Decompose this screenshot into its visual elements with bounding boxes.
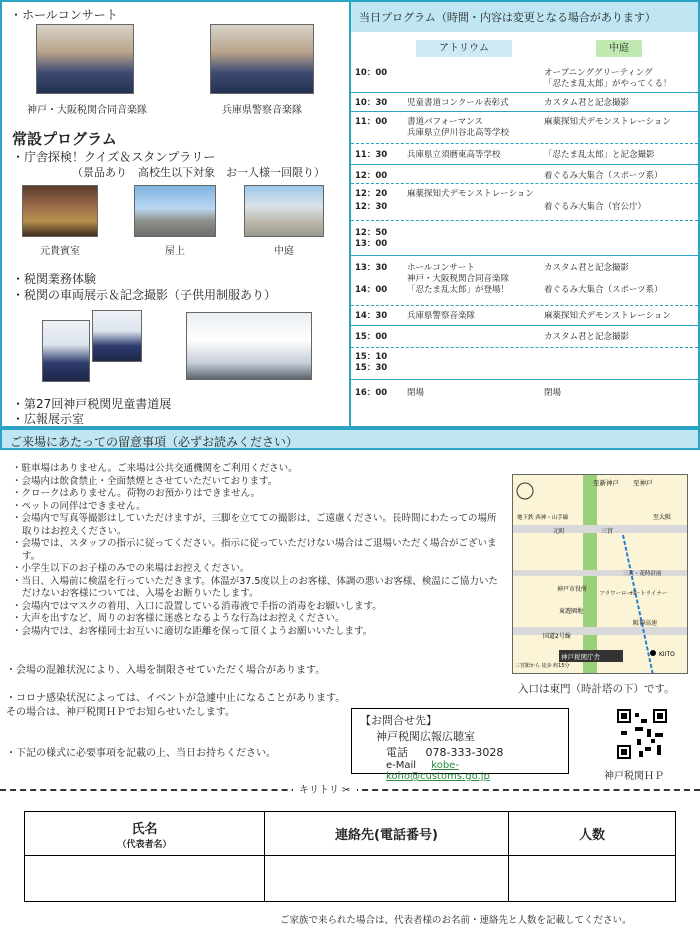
schedule-court: カスタム君と記念撮影 xyxy=(544,332,630,342)
tel-label: 電話 xyxy=(386,746,408,759)
schedule-time: 12：30 xyxy=(355,202,388,212)
contact-org: 神戸税関広報広聴室 xyxy=(376,730,475,743)
notice-title: ご来場にあたっての留意事項（必ずお読みください） xyxy=(0,428,700,450)
band-photo-hyogo-police xyxy=(210,24,314,94)
schedule-atrium: 神戸・大阪税関合同音楽隊 xyxy=(407,274,510,284)
form-footnote: ご家族で来られた場合は、代表者様のお名前・連絡先と人数を記載してください。 xyxy=(280,915,632,926)
notice-item: ・会場内で写真等撮影はしていただけますが、三脚を立てての撮影は、ご遠慮ください。長時間にわたっての場所取りはお控えください。 xyxy=(12,513,497,537)
map-label: 至神戸 xyxy=(633,479,653,487)
schedule-court: 麻薬探知犬デモンストレーション xyxy=(544,311,671,321)
schedule-court: カスタム君と記念撮影 xyxy=(544,263,630,273)
notice-item: ・会場では、スタッフの指示に従ってください。指示に従っていただけない場合はご退場いただく場合がございます。 xyxy=(12,538,497,562)
registration-form xyxy=(24,811,676,902)
concert-caption-1: 神戸・大阪税関合同音楽隊 xyxy=(27,105,147,116)
schedule-divider xyxy=(351,92,698,93)
access-map xyxy=(512,474,688,674)
map-label: 阪神高速 xyxy=(633,620,658,627)
schedule-atrium: 閉場 xyxy=(407,388,425,398)
tour-caption-2: 屋上 xyxy=(165,246,185,257)
schedule-divider xyxy=(351,183,698,184)
name-header: 氏名 （代表者名） xyxy=(25,812,265,856)
map-graphic xyxy=(513,475,688,674)
photo-customs-car xyxy=(186,312,312,380)
schedule-atrium: 兵庫県警察音楽隊 xyxy=(407,311,476,321)
schedule-court: 着ぐるみ大集合（スポーツ系） xyxy=(544,285,663,295)
notice-item: ・会場内は飲食禁止・全面禁煙とさせていただいております。 xyxy=(12,475,278,487)
section-heading: 常設プログラム xyxy=(12,130,117,148)
map-label: 至新神戸 xyxy=(593,479,619,487)
notice-item: ・当日、入場前に検温を行っていただきます。体温が37.5度以上のお客様、体調の悪いお客様、検温にご協力いただけないお客様については、入場をお断りいたします。 xyxy=(12,575,498,599)
program-panel xyxy=(349,0,700,428)
notice-congestion: ・会場の混雑状況により、入場を制限させていただく場合があります。 xyxy=(6,665,326,676)
schedule-court: 「忍たま乱太郎」と記念撮影 xyxy=(544,150,655,160)
map-label: 東遊園地 xyxy=(559,608,584,615)
map-label: 神戸市役所 xyxy=(557,586,588,593)
mail-link[interactable]: kobe-koho@customs.go.jp xyxy=(386,760,490,782)
contact-box xyxy=(351,708,569,782)
notice-cancel: ・コロナ感染状況によっては、イベントが急遽中止になることがあります。 xyxy=(6,693,346,704)
atrium-tag: アトリウム xyxy=(416,40,512,57)
photo-courtyard xyxy=(244,185,324,237)
map-label: KIITO xyxy=(659,651,675,658)
bullet-vehicle: ・税関の車両展示＆記念撮影（子供用制服あり） xyxy=(12,288,277,302)
schedule-atrium: 書道パフォーマンス xyxy=(407,117,483,127)
schedule-divider xyxy=(351,347,698,348)
schedule-atrium: 麻薬探知犬デモンストレーション xyxy=(407,189,534,199)
notice-cancel-info: その場合は、神戸税関ＨＰでお知らせいたします。 xyxy=(6,707,235,718)
notice-form: ・下記の様式に必要事項を記載の上、当日お持ちください。 xyxy=(6,748,276,759)
bullet-exhibition: ・広報展示室 xyxy=(12,412,85,426)
count-cell[interactable] xyxy=(509,856,676,902)
notice-list xyxy=(12,463,502,638)
schedule-time: 11：00 xyxy=(355,117,388,127)
map-label: 地下鉄 西神・山手線 xyxy=(517,515,569,521)
tour-title: ・庁舎探検！クイズ＆スタンプラリー xyxy=(12,150,216,164)
events-panel xyxy=(0,0,349,428)
tour-subtitle: （景品あり 高校生以下対象 お一人様一回限り） xyxy=(72,166,325,179)
schedule-court: 麻薬探知犬デモンストレーション xyxy=(544,117,671,127)
notice-item: ・会場内では、お客様同士お互いに適切な距離を保って頂くようお願いいたします。 xyxy=(12,625,373,637)
map-label: 神戸税関庁舎 xyxy=(561,653,600,661)
schedule-court: オープニンググリーティング xyxy=(544,68,653,78)
tel-number: 078-333-3028 xyxy=(425,746,504,759)
schedule-time: 12：00 xyxy=(355,171,388,181)
schedule-time: 15：30 xyxy=(355,363,388,373)
map-label: 三宮駅から 徒歩 約15分 xyxy=(515,663,570,669)
schedule-time: 13：30 xyxy=(355,263,388,273)
courtyard-tag: 中庭 xyxy=(596,40,642,57)
schedule-time: 15：00 xyxy=(355,332,388,342)
bullet-experience: ・税関業務体験 xyxy=(12,272,97,286)
map-label: ポートライナー xyxy=(629,591,668,597)
qr-code[interactable] xyxy=(617,709,667,759)
schedule-time: 15：10 xyxy=(355,352,388,362)
schedule-time: 13：00 xyxy=(355,239,388,249)
map-label: フラワーロード xyxy=(599,591,638,597)
schedule-divider xyxy=(351,305,698,306)
tour-caption-3: 中庭 xyxy=(274,246,294,257)
schedule-time: 12：20 xyxy=(355,189,388,199)
notice-item: ・大声を出すなど、周りのお客様に迷惑となるような行為はお控えください。 xyxy=(12,613,345,624)
photo-staff-2 xyxy=(92,310,142,362)
schedule-divider xyxy=(351,143,698,144)
schedule-time: 10：00 xyxy=(355,68,388,78)
schedule-court: 着ぐるみ大集合（官公庁） xyxy=(544,202,647,212)
contact-header: 連絡先(電話番号) xyxy=(265,812,509,856)
photo-guest-room xyxy=(22,185,98,237)
cut-label: キリトリ ✂ xyxy=(293,781,357,796)
schedule-time: 16：00 xyxy=(355,388,388,398)
map-label: 三宮 xyxy=(601,528,614,535)
notice-item: ・会場内ではマスクの着用、入口に設置している消毒液で手指の消毒をお願いします。 xyxy=(12,600,382,612)
notice-item: ・小学生以下のお子様のみでの来場はお控えください。 xyxy=(12,563,250,574)
concert-caption-2: 兵庫県警察音楽隊 xyxy=(222,105,302,116)
map-label: 至大阪 xyxy=(653,514,672,521)
schedule-divider xyxy=(351,111,698,112)
notice-item: ・駐車場はありません。ご来場は公共交通機関をご利用ください。 xyxy=(12,463,298,474)
map-caption: 入口は東門（時計塔の下）です。 xyxy=(518,683,675,695)
schedule-divider xyxy=(351,255,698,256)
schedule-time: 14：00 xyxy=(355,285,388,295)
schedule-atrium: 兵庫県立伊川谷北高等学校 xyxy=(407,128,510,138)
program-title: 当日プログラム（時間・内容は変更となる場合があります） xyxy=(351,2,698,32)
phone-cell[interactable] xyxy=(265,856,509,902)
count-header: 人数 xyxy=(509,812,676,856)
photo-staff-1 xyxy=(42,320,90,382)
contact-title: 【お問合せ先】 xyxy=(360,714,437,727)
map-label: 国道2号線 xyxy=(543,633,571,640)
map-label: 元町 xyxy=(553,528,566,535)
photo-rooftop xyxy=(134,185,216,237)
schedule-divider xyxy=(351,379,698,380)
schedule-divider xyxy=(351,325,698,326)
schedule-atrium: 兵庫県立須磨東高等学校 xyxy=(407,150,501,160)
schedule-court: 着ぐるみ大集合（スポーツ系） xyxy=(544,171,663,181)
schedule-atrium: 児童書道コンクール表彰式 xyxy=(407,98,509,108)
schedule-atrium: ホールコンサート xyxy=(407,263,475,273)
name-cell[interactable] xyxy=(25,856,265,902)
schedule-time: 14：30 xyxy=(355,311,388,321)
schedule-time: 12：50 xyxy=(355,228,388,238)
notice-item: ・ペットの同伴はできません。 xyxy=(12,500,146,512)
schedule-time: 10：30 xyxy=(355,98,388,108)
schedule-court: 「忍たま乱太郎」がやってくる！ xyxy=(544,79,672,89)
notice-item: ・クロークはありません。荷物のお預かりはできません。 xyxy=(12,488,261,499)
schedule-court: カスタム君と記念撮影 xyxy=(544,98,630,108)
map-label: 三宮・花時計前 xyxy=(623,571,662,577)
schedule-court: 閉場 xyxy=(544,388,562,398)
bullet-calligraphy: ・第27回神戸税関児童書道展 xyxy=(12,397,172,411)
qr-caption: 神戸税関ＨＰ xyxy=(604,771,664,782)
schedule-time: 11：30 xyxy=(355,150,388,160)
schedule-divider xyxy=(351,164,698,165)
concert-title: ・ホールコンサート xyxy=(10,8,118,22)
schedule-atrium: 「忍たま乱太郎」が登場！ xyxy=(407,285,510,295)
tour-caption-1: 元貴賓室 xyxy=(40,246,80,257)
mail-label: e-Mail xyxy=(386,760,417,771)
band-photo-kobe-osaka xyxy=(36,24,134,94)
schedule-divider xyxy=(351,220,698,221)
